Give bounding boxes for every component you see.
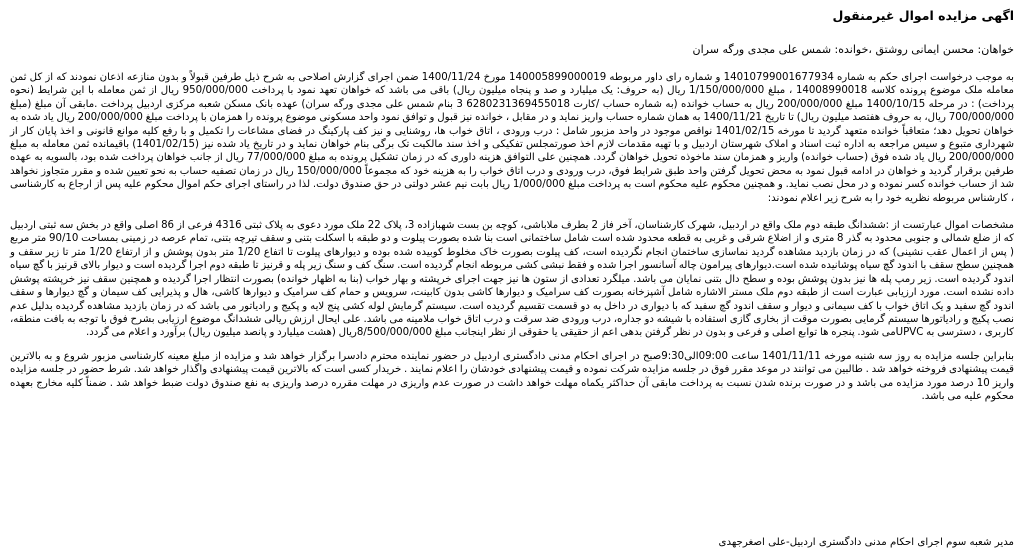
notice-paragraph-auction-terms: بنابراین جلسه مزایده به روز سه شنبه مورخه 1401/11/11 ساعت 09:00الی9:30صبح در اجرای احکام مدنی دادگستری اردبیل در حضور نماینده محترم دادسرا برگزار خواهد شد و مزایده از مبلغ معینه کارشناسی مزبور شروع و به بالاترین قیمت پیشنهادی فروخته خواهد شد . طالبین می توانند در موعد مقرر فوق در جلسه مزایده شرکت نموده و قیمت پیشنهادی خودشان را اعلام نمایند . خریدار کسی است که بالاترین قیمت پیشنهادی واگذار خواهد شد. شرط حضور در جلسه مزایده واریز 10 درصد مورد مزایده می باشد و در صورت برنده شدن نسبت به پرداخت مابقی آن حداکثر یکماه مهلت خواهد داشت در صورت عدم واریزی در مهلت مقرره درصد واریزی به نفع صندوق دولت ضبط خواهد شد . ضمناً کلیه مخارج بعهده محکوم علیه می باشد. [10,350,1014,402]
notice-signature: مدیر شعبه سوم اجرای احکام مدنی دادگستری اردبیل-علی اصغرجهدی [718,537,1014,548]
notice-paragraph-property-description: مشخصات اموال عبارتست از :ششدانگ طبقه دوم ملک واقع در اردبیل، شهرک کارشناسان، آخر فاز 2 بطرف ملاباشی، کوچه بن بست شهبازاده 3، پلاک 22 ملک مورد دعوی به پلاک ثبتی 4316 فرعی از 86 اصلی واقع در بخش سه ثبتی اردبیل که از ضلع شمالی و جنوبی محدود به گذر 8 متری و از اضلاع شرقی و غربی به قطعه محدود شده است شامل ساختمانی است بنا شده بصورت پیلوت و دو طبقه با اسکلت بتنی و سقف تیرچه بتنی، تمام عرصه در زمینی بمساحت 90/10 متر مربع ( پس از اعمال عقب نشینی) که در زمان بازدید مشاهده گردید نماسازی ساختمان انجام نگردیده است، کف پیلوت بصورت خاک مخلوط کوبیده شده بوده و دیوارهای پیلوت تا اتفاع 1/20 متر بدون پوشش و از ارتفاع 1/20 متر تا زیر سقف و همچنین سطح سقف با اندود گچ سیاه پوشانیده شده است.دیوارهای پیرامون چاله آسانسور اجرا شده و فقط نبشی کشی مربوطه انجام گردیده است. سنگ کف و سنگ زیر پله و قرنیز تا طبقه دوم اجرا گردیده است و دیوار بالای قرنیز با گچ سیاه اندود گردیده است. زیر رمپ پله ها نیز بدون پوشش بوده و سطح دال بتنی نمایان می باشد. میلگرد تعدادی از ستون ها نیز جهت اجرای خرپشته و بهار خواب (بنا به اظهار خوانده) بصورت انتظار اجرا گردیده و همچنین سقف نیز خرپشته پوشش داده نشده است. مورد ارزیابی عبارت است از طبقه دوم ملک مستر الاشاره شامل آشپزخانه بصورت کف سرامیک و دیوارها کاشی بدون کابینت، سرویس و حمام کف سرامیک و دیوارها کاشی، هال و پذیرایی کف سیمان و گچ دیوارها و سقف اندود گچ سفید و یک اتاق خواب با کف سیمانی و دیوار و سقف اندود گچ سفید که با دیواری در داخل به دو قسمت تقسیم گردیده است. سیستم گرمایش لوله کشی پنج لایه و پکیج و رادیاتور می باشد که در زمان بازدید مشاهده گردیده بدلیل عدم نصب پکیج و رادیاتورها سیستم گرمایی بصورت موقت از بخاری گازی استفاده با شیشه دو جداره، درب ورودی ضد سرقت و درب اتاق خواب ملامینه می باشد. علی ایحال ارزش ریالی ششدانگ موضوع ارزیابی بشرح فوق با توجه به بافت منطقه، کاربری ، دسترسی به UPVCمی شود. پنجره ها توابع اصلی و فرعی و بدون در نظر گرفتن بدهی اعم از حقیقی یا حقوقی از نظر اینجانب مبلغ 8/500/000/000ریال (هشت میلیارد و پانصد میلیون ریال) برآورد و اعلام می گردد. [10,220,1015,339]
notice-title: اگهی مزایده اموال غیرمنقول [832,8,1014,23]
notice-paragraph-ruling: به موجب درخواست اجرای حکم به شماره 14010799001677934 و شماره رای داور مربوطه 140005899000019 مورخ 1400/11/24 ضمن اجرای گزارش اصلاحی به شرح ذیل طرفین قبولاً و بدون منازعه اذعان نمودند که از کل ثمن معامله ملک موضوع پرونده کلاسه 14008990018 ، مبلغ 1/150/000/000 ریال (به حروف: یک میلیارد و صد و پنجاه میلیون ریال) باقی می باشد که خواهان تعهد نمود با پرداخت 950/000/000 ریال از ثمن معامله با این شرایط (نحوه پرداخت) : در مرحله 1400/10/15 مبلغ 200/000/000 ریال به حساب خوانده (به شماره حساب /کارت 6280231369455018 3 بنام شمس علی مجدی ورگه سران) عهده بانک مسکن شعبه مرکزی اردبیل پرداخت .مابقی آن مبلغ (مبلغ 700/000/000 ریال، به حروف هفتصد میلیون ریال) تا تاریخ 1400/11/21 به همان شماره حساب واریز نماید و در مقابل ، خوانده نیز قبول و توافق نمود واحد مسکونی موضوع پرونده را همزمان با پرداخت مبلغ 200/000/000 ریال یاد شده به خواهان تحویل دهد؛ متعاقباً خوانده متعهد گردید تا مورخه 1401/02/15 نواقص موجود در واحد مزبور شامل : درب ورودی ، اتاق خواب ها، روشنایی و نیز کف پارکینگ در فضای مشاعات را تکمیل و با رفع کلیه موانع قانونی و اخذ پایان کار از شهرداری متبوع و سیس مراجعه به اداره ثبت اسناد و املاک شهرستان اردبیل و با تهیه مقدمات لازم اخذ صورتمجلس تفکیکی و اخذ سند مالکیت تک برگی بنام خواهان نماید و در تاریخ یاد شده نیز (1401/02/15) باقیمانده ثمن معامله به مبلغ 200/000/000 ریال یاد شده فوق (حساب خوانده) واریز و همزمان سند ماخوذه تحویل خواهان گردد. همچنین علی التوافق هزینه داوری که در زمان تشکیل پرونده به مبلغ 77/000/000 ریال از جانب خواهان پرداخت شده بود، بالسویه به عهده طرفین برقرار گردید و خواهان در ادامه قبول نمود به محض تحویل گرفتن واحد طبق شرایط فوق، درب ورودی و درب اتاق خواب را به هزینه خود که مجموعاً 150/000/000 ریال در زمان تصفیه حساب به نحو تعیین شده و مقرر متجاوز نخواهد شد از حساب خوانده کسر نموده و در محل نصب نماید. و همچنین محکوم علیه محکوم است به پرداخت مبلغ 1/000/000 ریال بابت نیم عشر دولتی در حق صندوق دولت. لذا در راستای اجرای حکم اموال محکوم علیه پس از ارجاع به کارشناسی ، کارشناس مربوطه نظریه خود را به شرح زیر اعلام نمودند: [10,72,1015,204]
notice-parties: خواهان: محسن ایمانی روشتق ،خوانده: شمس علی مجدی ورگه سران [692,43,1014,56]
